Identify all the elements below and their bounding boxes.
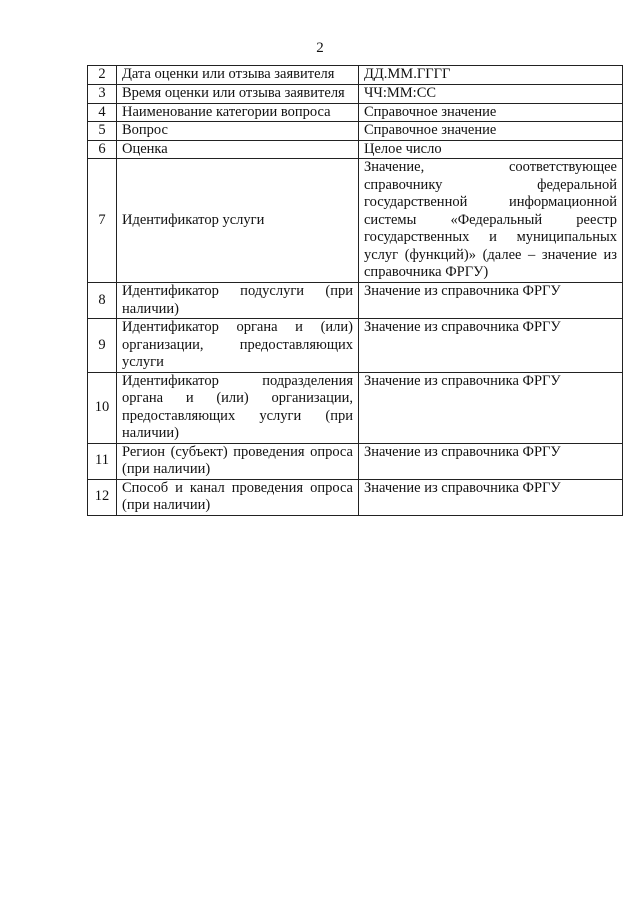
field-value: Значение, соответствующее справочнику федеральной государственной информационной системы «Федеральный реестр государственных и муниципальных услуг (функций)» (далее – значение из справочника ФРГУ): [359, 159, 623, 283]
row-number: 5: [88, 122, 117, 141]
row-number: 2: [88, 66, 117, 85]
row-number: 8: [88, 283, 117, 319]
field-name: Способ и канал проведения опроса (при наличии): [117, 479, 359, 515]
field-value: Справочное значение: [359, 103, 623, 122]
row-number: 3: [88, 85, 117, 104]
field-value: Значение из справочника ФРГУ: [359, 372, 623, 443]
field-name: Идентификатор органа и (или) организации, предоставляющих услуги: [117, 319, 359, 373]
table-row: [88, 103, 623, 122]
field-value: Значение из справочника ФРГУ: [359, 479, 623, 515]
field-name: Идентификатор услуги: [117, 159, 359, 283]
table-row: [88, 319, 623, 373]
table-row: [88, 443, 623, 479]
field-value: Значение из справочника ФРГУ: [359, 319, 623, 373]
table-row: [88, 122, 623, 141]
row-number: 11: [88, 443, 117, 479]
field-name: Время оценки или отзыва заявителя: [117, 85, 359, 104]
field-value: ЧЧ:ММ:СС: [359, 85, 623, 104]
table-row: [88, 283, 623, 319]
page-number: 2: [316, 40, 324, 56]
row-number: 10: [88, 372, 117, 443]
field-value: Справочное значение: [359, 122, 623, 141]
field-name: Дата оценки или отзыва заявителя: [117, 66, 359, 85]
field-value: Значение из справочника ФРГУ: [359, 283, 623, 319]
field-name: Наименование категории вопроса: [117, 103, 359, 122]
field-name: Вопрос: [117, 122, 359, 141]
field-name: Оценка: [117, 140, 359, 159]
row-number: 12: [88, 479, 117, 515]
table-row: [88, 66, 623, 85]
row-number: 6: [88, 140, 117, 159]
table-row: [88, 479, 623, 515]
table-row: [88, 140, 623, 159]
field-name: Регион (субъект) проведения опроса (при наличии): [117, 443, 359, 479]
table-row: [88, 85, 623, 104]
field-value: Целое число: [359, 140, 623, 159]
row-number: 4: [88, 103, 117, 122]
field-name: Идентификатор подуслуги (при наличии): [117, 283, 359, 319]
fields-table: [87, 65, 623, 516]
field-value: ДД.ММ.ГГГГ: [359, 66, 623, 85]
table-row: [88, 159, 623, 283]
row-number: 7: [88, 159, 117, 283]
field-value: Значение из справочника ФРГУ: [359, 443, 623, 479]
table-row: [88, 372, 623, 443]
row-number: 9: [88, 319, 117, 373]
field-name: Идентификатор подразделения органа и (или) организации, предоставляющих услуги (при наличии): [117, 372, 359, 443]
